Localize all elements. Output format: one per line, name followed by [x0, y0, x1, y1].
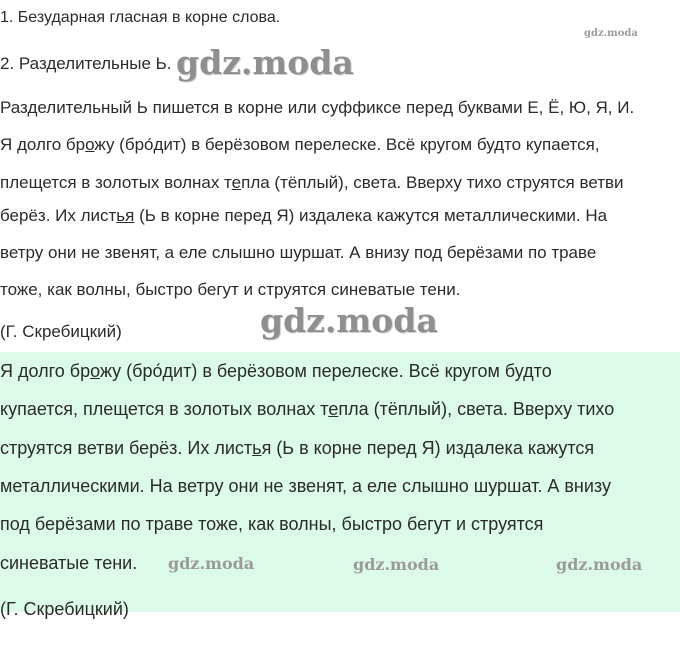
- watermark-logo: gdz.moda: [584, 28, 638, 39]
- rule-text: Разделительный Ь пишется в корне или суффиксе перед буквами Е, Ё, Ю, Я, И.: [0, 98, 635, 117]
- watermark-logo: gdz.moda: [353, 555, 440, 574]
- watermark-logo: gdz.moda: [176, 43, 354, 82]
- answer-line-2: купается, плещется в золотых волнах тепла (тёплый), света. Вверху тихо: [0, 399, 615, 419]
- answer-line-6: синеватые тени.: [0, 553, 138, 573]
- text-line-5: тоже, как волны, быстро бегут и струятся синеватые тени.: [0, 280, 461, 299]
- answer-line-1: Я долго брожу (бро́дит) в берёзовом перелеске. Всё кругом будто: [0, 361, 552, 381]
- answer-line-5: под берёзами по траве тоже, как волны, быстро бегут и струятся: [0, 514, 544, 534]
- author: (Г. Скребицкий): [0, 322, 122, 341]
- watermark-logo: gdz.moda: [168, 554, 255, 573]
- answer-line-4: металлическими. На ветру они не звенят, а еле слышно шуршат. А внизу: [0, 476, 611, 496]
- answer-line-3: струятся ветви берёз. Их листья (Ь в корне перед Я) издалека кажутся: [0, 438, 595, 458]
- heading-dividing-soft-sign: 2. Разделительные Ь.: [0, 54, 172, 73]
- text-line-4: ветру они не звенят, а еле слышно шуршат. А внизу под берёзами по траве: [0, 243, 597, 262]
- text-line-1: Я долго брожу (бро́дит) в берёзовом перелеске. Всё кругом будто купается,: [0, 135, 600, 154]
- answer-author: (Г. Скребицкий): [0, 599, 129, 619]
- watermark-logo: gdz.moda: [260, 301, 438, 340]
- heading-stressless-vowel: 1. Безударная гласная в корне слова.: [0, 9, 281, 26]
- watermark-logo: gdz.moda: [556, 555, 643, 574]
- text-line-2: плещется в золотых волнах тепла (тёплый), света. Вверху тихо струятся ветви: [0, 173, 624, 192]
- text-line-3: берёз. Их листья (Ь в корне перед Я) издалека кажутся металлическими. На: [0, 206, 608, 225]
